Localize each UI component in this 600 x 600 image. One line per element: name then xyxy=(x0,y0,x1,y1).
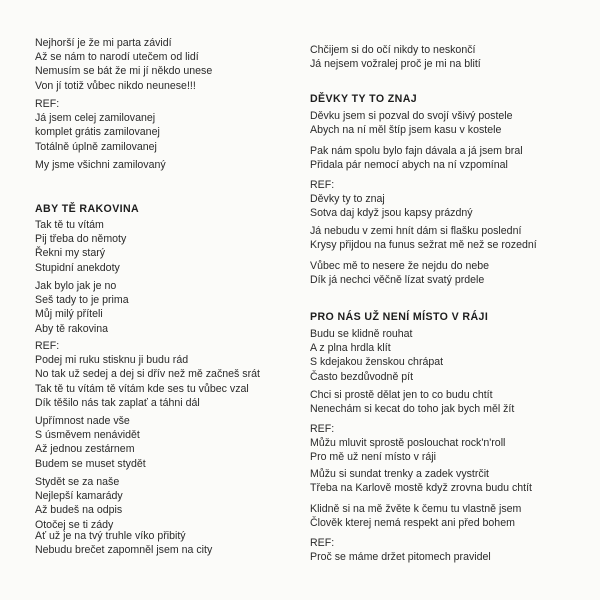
lyric-line: Můj milý příteli xyxy=(35,308,103,321)
lyric-line: Proč se máme držet pitomech pravidel xyxy=(310,551,491,564)
lyric-line: Abych na ní měl štíp jsem kasu v kostele xyxy=(310,124,502,137)
refrain-label: REF: xyxy=(310,537,335,549)
stanza xyxy=(35,279,129,336)
lyric-line: Nenechám si kecat do toho jak bych měl žít xyxy=(310,403,515,416)
lyric-line: Pak nám spolu bylo fajn dávala a já jsem bral xyxy=(310,145,523,157)
stanza xyxy=(310,422,505,465)
lyric-line: Chci si prostě dělat jen to co budu chtít xyxy=(310,389,493,401)
lyric-line: Můžu si sundat trenky a zadek vystrčit xyxy=(310,468,489,480)
stanza xyxy=(310,388,514,416)
lyric-line: Podej mi ruku stisknu ji budu rád xyxy=(35,354,189,367)
stanza xyxy=(310,259,489,287)
stanza xyxy=(35,475,123,532)
lyric-line: S úsměvem nenávidět xyxy=(35,429,140,442)
lyric-line: Pij třeba do němoty xyxy=(35,233,127,246)
lyric-line: Chčijem si do očí nikdy to neskončí xyxy=(310,44,476,56)
stanza xyxy=(310,467,532,495)
lyric-line: Dík těšilo nás tak zaplať a táhni dál xyxy=(35,396,200,409)
lyric-line: Děvku jsem si pozval do svojí všivý postele xyxy=(310,110,513,122)
lyric-line: Budem se muset stydět xyxy=(35,457,146,470)
lyric-line: Aby tě rakovina xyxy=(35,322,109,335)
lyric-line: Třeba na Karlově mostě když zrovna budu chtít xyxy=(310,482,532,495)
song-title-pro-nas-uz-neni-misto: PRO NÁS UŽ NENÍ MÍSTO V RÁJI xyxy=(310,311,489,323)
lyric-line: Von jí totiž vůbec nikdo neunese!!! xyxy=(35,79,196,92)
lyric-line: Až se nám to narodí utečem od lidí xyxy=(35,51,199,64)
lyric-line: Až budeš na odpis xyxy=(35,504,123,517)
lyric-line: No tak už sedej a dej si dřív než mě začneš srát xyxy=(35,368,260,381)
lyric-line: Tak tě tu vítám xyxy=(35,219,104,231)
lyric-line: Ať už je na tvý truhle víko přibitý xyxy=(35,530,186,542)
refrain-label: REF: xyxy=(35,98,60,110)
stanza xyxy=(35,218,126,275)
lyric-line: Nemusím se bát že mi jí někdo unese xyxy=(35,65,213,78)
lyric-line: Často bezdůvodně pít xyxy=(310,370,414,383)
lyric-line: Člověk kterej nemá respekt ani před bohem xyxy=(310,517,515,530)
song-title-devky-ty-to-znaj: DĚVKY TY TO ZNAJ xyxy=(310,93,418,105)
lyric-line: Budu se klidně rouhat xyxy=(310,328,413,340)
lyric-line: Otočej se ti zády xyxy=(35,518,114,531)
lyric-line: Přidala pár nemocí abych na ní vzpomínal xyxy=(310,159,508,172)
lyric-line: Upřímnost nade vše xyxy=(35,415,130,427)
lyric-line: Vůbec mě to nesere že nejdu do nebe xyxy=(310,260,490,272)
stanza xyxy=(310,43,481,71)
stanza xyxy=(35,339,260,410)
lyric-line: Krysy přijdou na funus sežrat mě než se rozední xyxy=(310,239,537,252)
refrain-label: REF: xyxy=(310,423,335,435)
stanza xyxy=(310,109,513,137)
lyric-line: Tak tě tu vítám tě vítám kde ses tu vůbec vzal xyxy=(35,382,249,395)
lyric-line: Klidně si na mě žvěte k čemu tu vlastně jsem xyxy=(310,503,522,515)
lyric-line: Sotva daj když jsou kapsy prázdný xyxy=(310,207,473,220)
stanza xyxy=(310,224,537,252)
lyric-line: My jsme všichni zamilovaný xyxy=(35,159,166,171)
stanza xyxy=(35,158,166,172)
lyric-line: Seš tady to je prima xyxy=(35,294,129,307)
stanza xyxy=(310,144,523,172)
refrain-label: REF: xyxy=(35,340,60,352)
refrain-label: REF: xyxy=(310,179,335,191)
lyric-line: Já nejsem vožralej proč je mi na blití xyxy=(310,58,481,71)
lyric-line: Až jednou zestárnem xyxy=(35,443,135,456)
lyric-line: S kdejakou ženskou chrápat xyxy=(310,356,444,369)
lyric-line: komplet grátis zamilovanej xyxy=(35,126,160,139)
lyric-line: Nejlepší kamarády xyxy=(35,490,123,503)
lyric-line: Já jsem celej zamilovanej xyxy=(35,112,156,125)
lyric-line: Stydět se za naše xyxy=(35,476,120,488)
lyric-line: Stupidní anekdoty xyxy=(35,261,120,274)
lyric-line: Já nebudu v zemi hnít dám si flašku poslední xyxy=(310,225,522,237)
stanza xyxy=(310,178,473,221)
stanza xyxy=(310,536,491,564)
stanza xyxy=(310,327,443,384)
stanza xyxy=(35,414,146,471)
lyric-line: Dík já nechci věčně lízat svatý prdele xyxy=(310,274,485,287)
stanza xyxy=(310,502,521,530)
lyric-line: Pro mě už není místo v ráji xyxy=(310,451,436,464)
lyric-line: Řekni my starý xyxy=(35,247,106,260)
lyric-line: A z plna hrdla klít xyxy=(310,342,391,355)
lyric-line: Jak bylo jak je no xyxy=(35,280,117,292)
stanza xyxy=(35,36,212,93)
lyric-line: Nebudu brečet zapomněl jsem na city xyxy=(35,544,213,557)
lyric-line: Totálně úplně zamilovanej xyxy=(35,140,157,153)
lyric-line: Děvky ty to znaj xyxy=(310,193,385,206)
stanza xyxy=(35,529,212,557)
song-title-aby-te-rakovina: ABY TĚ RAKOVINA xyxy=(35,203,140,215)
lyric-line: Můžu mluvit sprostě poslouchat rock'n'roll xyxy=(310,437,506,450)
lyric-line: Nejhorší je že mi parta závidí xyxy=(35,37,172,49)
stanza xyxy=(35,97,160,154)
